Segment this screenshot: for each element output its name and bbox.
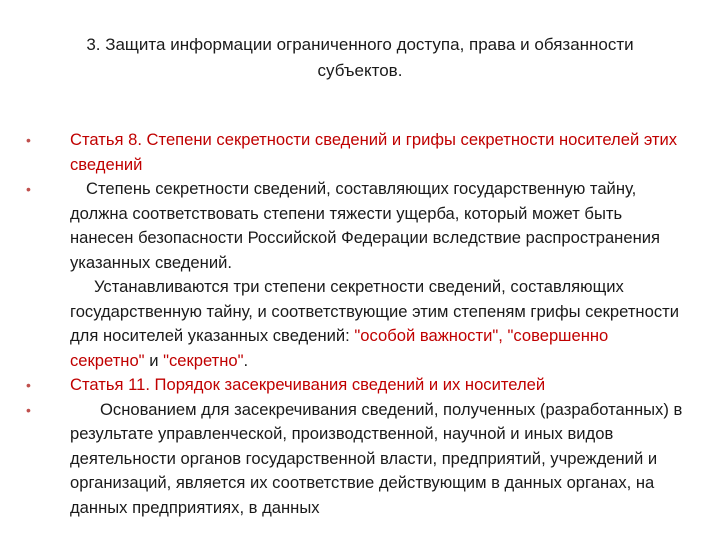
conjunction-text: и xyxy=(144,350,164,370)
paragraph-text: Степень секретности сведений, составляющих государственную тайну, должна соответствовать степени тяжести ущерба, который может быть нанесен безопасности Российской Федерации вследствие распространения указанных сведений. xyxy=(70,179,660,272)
paragraph-text: Основанием для засекречивания сведений, полученных (разработанных) в результате управленческой, производственной, научной и иных видов деятельности органов государственной власти, предприятий, учреждений и организаций, является их соответствие действующим в данных органах, на данных предприятиях, в данных xyxy=(70,399,683,517)
bullet-icon: • xyxy=(26,132,31,148)
classification-top-importance: "особой важности", xyxy=(354,326,503,345)
list-item-secrecy-degrees xyxy=(26,177,686,373)
bullet-list xyxy=(26,128,686,520)
list-item-article-11-heading xyxy=(26,373,686,398)
slide-title xyxy=(40,32,680,84)
list-item-classification-basis xyxy=(26,398,686,521)
slide-title-line-1: 3. Защита информации ограниченного доступа, права и обязанности xyxy=(86,35,634,54)
classification-top-secret: "совершенно секретно" xyxy=(70,326,609,370)
bullet-icon: • xyxy=(26,377,31,393)
paragraph-text: Устанавливаются три степени секретности сведений, составляющих государственную тайну, и соответствующие этим степеням грифы секретности для носителей указанных сведений: xyxy=(70,277,679,345)
bullet-icon: • xyxy=(26,401,31,418)
sentence-end: . xyxy=(243,350,249,370)
article-11-heading: Статья 11. Порядок засекречивания сведений и их носителей xyxy=(70,375,546,394)
list-item-article-8-heading xyxy=(26,128,686,177)
bullet-icon: • xyxy=(26,181,31,197)
slide-title-line-2: субъектов. xyxy=(317,61,403,80)
article-8-heading: Статья 8. Степени секретности сведений и грифы секретности носителей этих сведений xyxy=(70,130,678,174)
classification-secret: "секретно" xyxy=(163,350,244,370)
